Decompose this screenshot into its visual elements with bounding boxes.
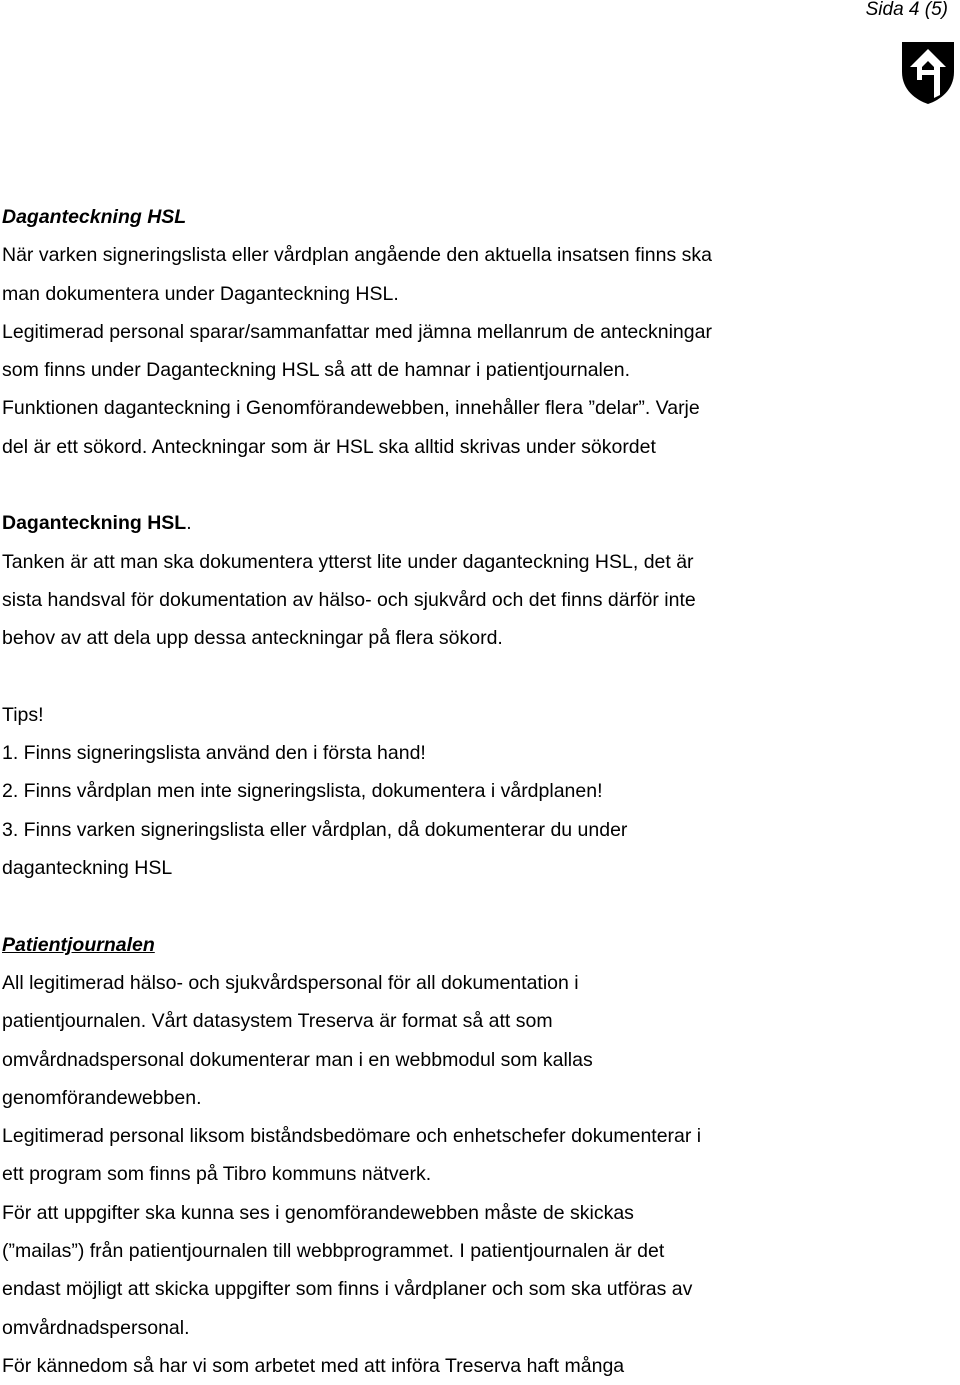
tips-item: daganteckning HSL — [2, 857, 173, 880]
paragraph-line: omvårdnadspersonal. — [2, 1316, 190, 1339]
blank-line — [2, 658, 942, 696]
keyword-heading: Daganteckning HSL — [2, 512, 187, 535]
document-body — [2, 198, 942, 1385]
paragraph-line: Tanken är att man ska dokumentera ytterst lite under daganteckning HSL, det är — [2, 550, 694, 573]
tips-label: Tips! — [2, 703, 44, 726]
paragraph-line: behov av att dela upp dessa anteckningar på flera sökord. — [2, 627, 503, 650]
paragraph-line: När varken signeringslista eller vårdplan angående den aktuella insatsen finns ska — [2, 244, 713, 267]
paragraph-line: (”mailas”) från patientjournalen till webbprogrammet. I patientjournalen är det — [2, 1240, 665, 1263]
paragraph-line: För att uppgifter ska kunna ses i genomförandewebben måste de skickas — [2, 1201, 634, 1224]
paragraph-line: Legitimerad personal liksom biståndsbedömare och enhetschefer dokumenterar i — [2, 1125, 702, 1148]
blank-line — [2, 466, 942, 504]
paragraph-line: All legitimerad hälso- och sjukvårdspersonal för all dokumentation i — [2, 971, 579, 994]
paragraph-line: Funktionen daganteckning i Genomförandewebben, innehåller flera ”delar”. Varje — [2, 397, 700, 420]
paragraph-line: genomförandewebben. — [2, 1086, 202, 1109]
keyword-suffix: . — [186, 512, 192, 535]
municipal-crest-icon — [900, 40, 956, 106]
paragraph-line: omvårdnadspersonal dokumenterar man i en webbmodul som kallas — [2, 1048, 593, 1071]
paragraph-line: ett program som finns på Tibro kommuns nätverk. — [2, 1163, 432, 1186]
tips-item: 3. Finns varken signeringslista eller vårdplan, då dokumenterar du under — [2, 818, 628, 841]
tips-item: 1. Finns signeringslista använd den i första hand! — [2, 742, 426, 765]
paragraph-line: patientjournalen. Vårt datasystem Treserva är format så att som — [2, 1010, 553, 1033]
paragraph-line: man dokumentera under Daganteckning HSL. — [2, 282, 399, 305]
paragraph-line: sista handsval för dokumentation av hälso- och sjukvård och det finns därför inte — [2, 588, 696, 611]
paragraph-line: del är ett sökord. Anteckningar som är HSL ska alltid skrivas under sökordet — [2, 435, 656, 458]
page-number: Sida 4 (5) — [865, 0, 948, 20]
keyword-line — [2, 504, 942, 542]
blank-line — [2, 887, 942, 925]
section-heading-daganteckning: Daganteckning HSL — [2, 206, 187, 228]
paragraph-line: endast möjligt att skicka uppgifter som finns i vårdplaner och som ska utföras av — [2, 1278, 693, 1301]
paragraph-line: Legitimerad personal sparar/sammanfattar med jämna mellanrum de anteckningar — [2, 320, 712, 343]
paragraph-line: som finns under Daganteckning HSL så att de hamnar i patientjournalen. — [2, 359, 630, 382]
paragraph-line: För kännedom så har vi som arbetet med att införa Treserva haft många — [2, 1354, 625, 1377]
tips-item: 2. Finns vårdplan men inte signeringslista, dokumentera i vårdplanen! — [2, 780, 603, 803]
section-heading-patientjournalen: Patientjournalen — [2, 933, 155, 956]
